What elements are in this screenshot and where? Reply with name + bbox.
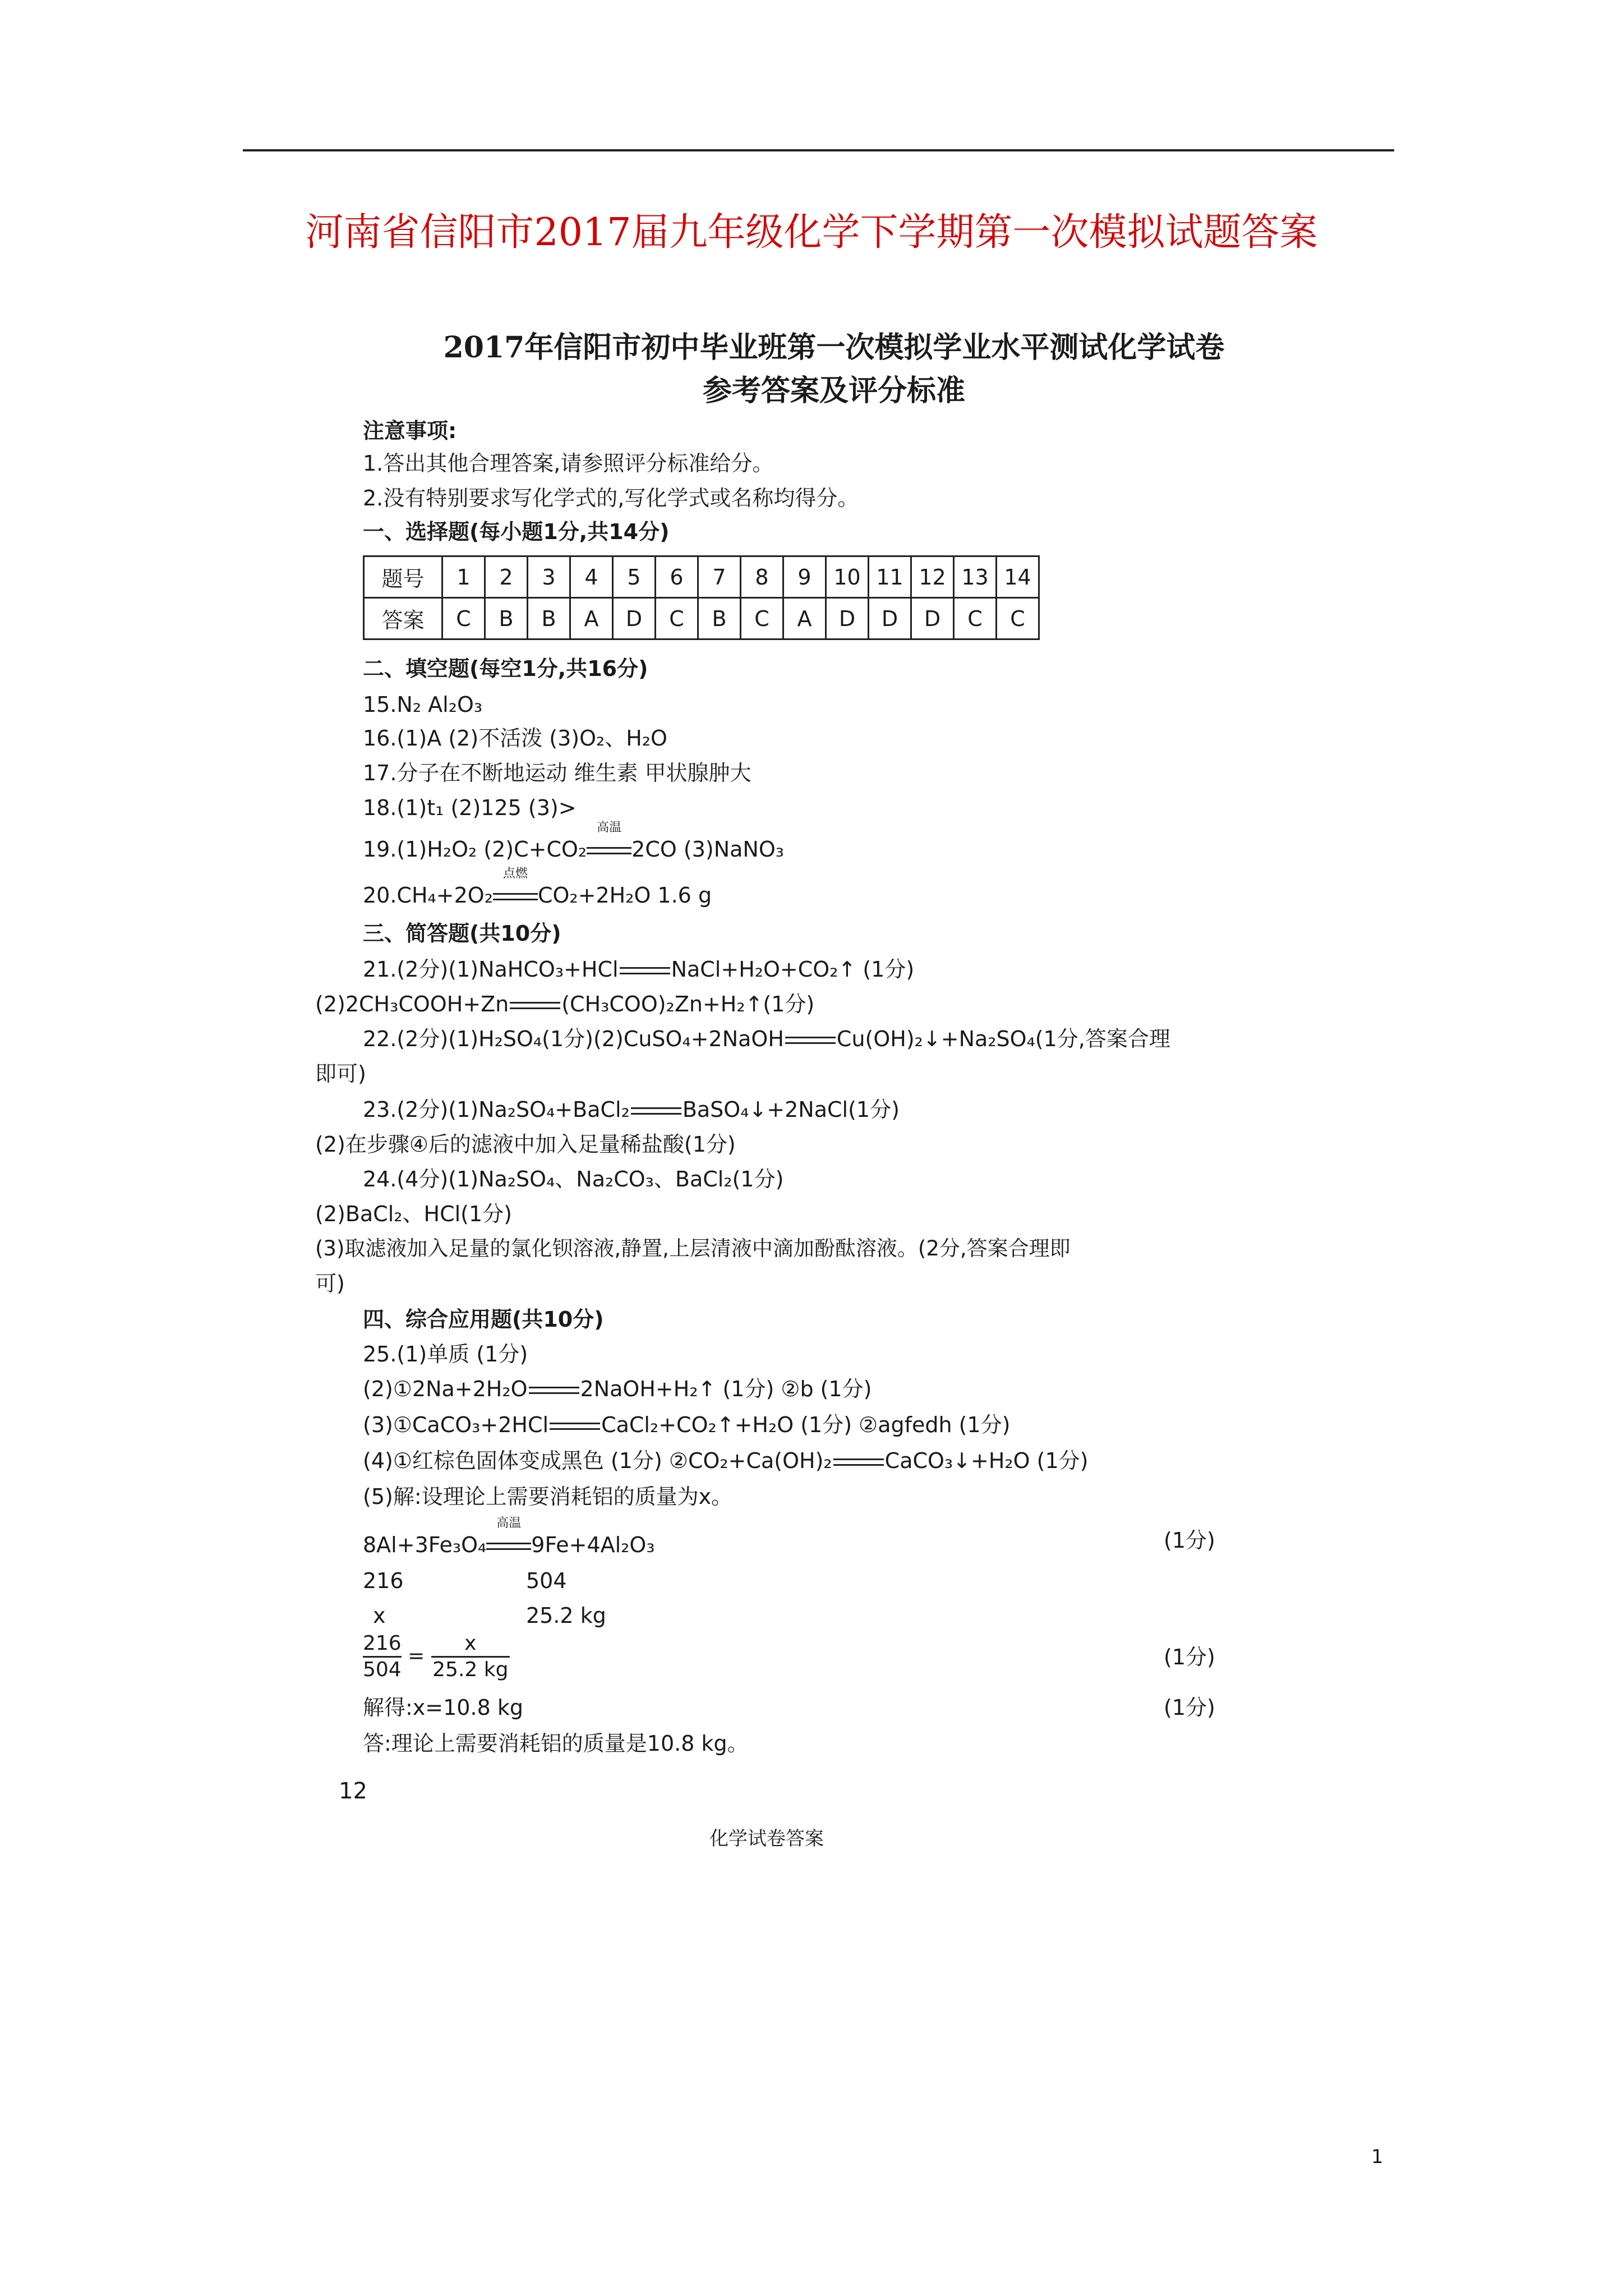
fraction-denominator: 504: [363, 1658, 402, 1681]
reaction-condition: 点燃: [502, 867, 528, 881]
answer-cell: D: [869, 598, 911, 639]
section4-heading: 四、综合应用题(共10分): [363, 1307, 604, 1332]
answer-q17: 17.分子在不断地运动 维生素 甲状腺肿大: [363, 761, 751, 785]
answer-q25-1: 25.(1)单质 (1分): [363, 1342, 528, 1366]
score-equation: (1分): [1164, 1528, 1215, 1553]
q22-part-a: 22.(2分)(1)H₂SO₄(1分)(2)CuSO₄+2NaOH: [363, 1027, 784, 1051]
equals-sign: [785, 1037, 836, 1044]
fraction-numerator: 216: [363, 1631, 402, 1658]
score-solution: (1分): [1164, 1695, 1215, 1720]
answer-cell: B: [698, 598, 741, 639]
final-answer: 答:理论上需要消耗铝的质量是10.8 kg。: [363, 1731, 749, 1756]
q20-part-a: 20.CH₄+2O₂: [363, 883, 493, 908]
reaction-equation: [363, 1516, 655, 1559]
answer-cell: C: [954, 598, 997, 639]
section1-heading: 一、选择题(每小题1分,共14分): [363, 519, 670, 544]
answer-cell: B: [528, 598, 570, 639]
answer-cell: D: [826, 598, 869, 639]
fraction-numerator: x: [431, 1631, 510, 1658]
note-item: 2.没有特别要求写化学式的,写化学式或名称均得分。: [363, 486, 859, 510]
fraction-denominator: 25.2 kg: [432, 1658, 509, 1681]
molar-mass-fe: 504: [526, 1568, 567, 1593]
paper-name: 化学试卷答案: [709, 1828, 824, 1850]
equation-left: 8Al+3Fe₃O₄: [363, 1533, 487, 1557]
answer-q20: [363, 867, 712, 910]
answer-cell: C: [656, 598, 698, 639]
row-label: 答案: [364, 598, 442, 639]
answer-q24-1: 24.(4分)(1)Na₂SO₄、Na₂CO₃、BaCl₂(1分): [363, 1167, 784, 1191]
answer-cell: D: [911, 598, 954, 639]
document-title: 河南省信阳市2017届九年级化学下学期第一次模拟试题答案: [305, 210, 1318, 255]
question-number: 3: [528, 556, 570, 598]
table-row: [364, 556, 1039, 598]
equals-sign: [510, 1002, 560, 1009]
q25-3-part-a: (3)①CaCO₃+2HCl: [363, 1412, 549, 1437]
reaction-condition: 高温: [597, 821, 622, 835]
reaction-arrow: [486, 1516, 531, 1559]
q21-2-part-a: (2)2CH₃COOH+Zn: [315, 992, 509, 1016]
question-number: 8: [741, 556, 783, 598]
answer-q18: 18.(1)t₁ (2)125 (3)>: [363, 795, 577, 820]
question-number: 14: [997, 556, 1039, 598]
fraction-right: [431, 1631, 510, 1682]
top-rule: [243, 149, 1394, 151]
answer-cell: A: [783, 598, 826, 639]
q25-4-part-b: CaCO₃↓+H₂O (1分): [884, 1448, 1089, 1473]
question-number: 5: [613, 556, 656, 598]
answer-q24-3: (3)取滤液加入足量的氯化钡溶液,静置,上层清液中滴加酚酞溶液。(2分,答案合理即: [315, 1236, 1071, 1260]
answer-q25-4: [363, 1446, 1088, 1475]
answer-q19: [363, 821, 784, 864]
answer-q23: [363, 1095, 900, 1124]
answer-q24-3-cont: 可): [315, 1271, 345, 1296]
q19-part-a: 19.(1)H₂O₂ (2)C+CO₂: [363, 837, 587, 862]
question-number: 12: [911, 556, 954, 598]
answer-cell: A: [570, 598, 613, 639]
answer-q24-2: (2)BaCl₂、HCl(1分): [315, 1202, 512, 1226]
q21-2-part-b: (CH₃COO)₂Zn+H₂↑(1分): [561, 992, 815, 1016]
reaction-arrow: [493, 867, 538, 910]
note-item: 1.答出其他合理答案,请参照评分标准给分。: [363, 451, 774, 476]
q23-part-a: 23.(2分)(1)Na₂SO₄+BaCl₂: [363, 1097, 630, 1122]
fraction-left: [363, 1631, 402, 1682]
answer-cell: D: [613, 598, 656, 639]
answer-cell: B: [485, 598, 528, 639]
answer-cell: C: [741, 598, 783, 639]
unknown-x: x: [373, 1603, 386, 1628]
score-proportion: (1分): [1164, 1645, 1215, 1669]
equals-sign: [631, 1107, 681, 1115]
answer-q15: 15.N₂ Al₂O₃: [363, 692, 483, 717]
answer-q21-1: [363, 955, 914, 984]
proportion: [363, 1631, 510, 1682]
section3-heading: 三、简答题(共10分): [363, 921, 561, 946]
q22-part-b: Cu(OH)₂↓+Na₂SO₄(1分,答案合理: [836, 1027, 1170, 1051]
answer-q16: 16.(1)A (2)不活泼 (3)O₂、H₂O: [363, 726, 667, 751]
answer-cell: C: [442, 598, 485, 639]
q25-2-part-b: 2NaOH+H₂↑ (1分) ②b (1分): [580, 1377, 872, 1401]
equals-sign: [529, 1387, 579, 1394]
q20-part-b: CO₂+2H₂O 1.6 g: [537, 883, 712, 908]
question-number: 11: [869, 556, 911, 598]
question-number: 1: [442, 556, 485, 598]
page-code: 12: [339, 1778, 367, 1804]
answer-q25-2: [363, 1374, 872, 1404]
answer-q25-3: [363, 1410, 1010, 1439]
reaction-condition: 高温: [496, 1516, 522, 1530]
answer-q21-2: [315, 990, 814, 1019]
molar-mass-al: 216: [363, 1568, 404, 1593]
answer-q25-5: (5)解:设理论上需要消耗铝的质量为x。: [363, 1484, 733, 1509]
question-number: 9: [783, 556, 826, 598]
answer-cell: C: [997, 598, 1039, 639]
q21-part-b: NaCl+H₂O+CO₂↑ (1分): [671, 957, 915, 982]
answer-q22-cont: 即可): [315, 1061, 366, 1086]
answer-q23-2: (2)在步骤④后的滤液中加入足量稀盐酸(1分): [315, 1132, 736, 1157]
exam-subtitle: 参考答案及评分标准: [702, 374, 965, 408]
question-number: 4: [570, 556, 613, 598]
q25-3-part-b: CaCl₂+CO₂↑+H₂O (1分) ②agfedh (1分): [601, 1412, 1011, 1437]
row-label: 题号: [364, 556, 442, 598]
q25-4-part-a: (4)①红棕色固体变成黑色 (1分) ②CO₂+Ca(OH)₂: [363, 1448, 832, 1473]
table-row: [364, 598, 1039, 639]
solution-line: 解得:x=10.8 kg: [363, 1695, 523, 1720]
q25-2-part-a: (2)①2Na+2H₂O: [363, 1377, 528, 1401]
reaction-arrow: [587, 821, 631, 864]
section2-heading: 二、填空题(每空1分,共16分): [363, 656, 648, 681]
known-mass: 25.2 kg: [526, 1603, 606, 1628]
question-number: 7: [698, 556, 741, 598]
equation-right: 9Fe+4Al₂O₃: [531, 1533, 655, 1557]
answer-q22: [363, 1024, 1170, 1053]
equals: =: [408, 1644, 425, 1668]
question-number: 13: [954, 556, 997, 598]
q21-part-a: 21.(2分)(1)NaHCO₃+HCl: [363, 957, 619, 982]
q19-part-b: 2CO (3)NaNO₃: [631, 837, 784, 862]
notes-heading: 注意事项:: [363, 418, 457, 443]
exam-title: 2017年信阳市初中毕业班第一次模拟学业水平测试化学试卷: [443, 330, 1225, 365]
equals-sign: [833, 1458, 884, 1466]
answer-table: [363, 555, 1040, 640]
equals-sign: [550, 1423, 600, 1430]
q23-part-b: BaSO₄↓+2NaCl(1分): [682, 1097, 900, 1122]
page-number: 1: [1371, 2146, 1384, 2168]
question-number: 6: [656, 556, 698, 598]
question-number: 2: [485, 556, 528, 598]
equals-sign: [620, 967, 670, 974]
question-number: 10: [826, 556, 869, 598]
